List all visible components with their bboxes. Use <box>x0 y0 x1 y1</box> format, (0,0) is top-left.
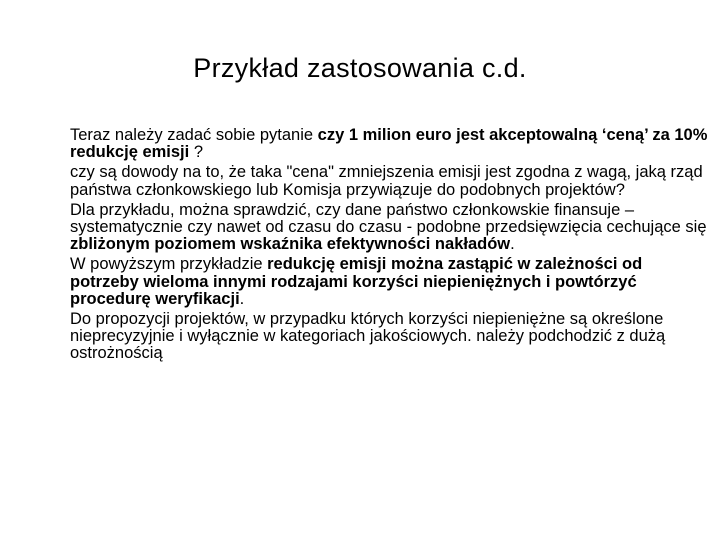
paragraph-5-text: Do propozycji projektów, w przypadku których korzyści niepieniężne są określone nieprecyzyjnie i wyłącznie w kategoriach jakościowych. należy podchodzić z dużą ostrożnością <box>70 310 666 363</box>
paragraph-4-text-1: W powyższym przykładzie <box>70 255 268 274</box>
paragraph-3-text-1: Dla przykładu, można sprawdzić, czy dane państwo członkowskie finansuje –systematycznie czy nawet od czasu do czasu - podobne przedsięwzięcia cechujące się <box>70 200 707 237</box>
paragraph-3-bold-phrase: zbliżonym poziomem wskaźnika efektywności nakładów <box>70 235 511 254</box>
paragraph-2 <box>70 164 710 198</box>
paragraph-4-text-2: . <box>239 289 245 308</box>
paragraph-1-text-2: ? <box>189 143 203 162</box>
paragraph-3-text-2: . <box>510 235 515 254</box>
slide-body <box>70 127 710 363</box>
paragraph-1 <box>70 127 710 161</box>
paragraph-1-text-1: Teraz należy zadać sobie pytanie <box>70 126 318 144</box>
paragraph-3 <box>70 202 710 254</box>
slide-title: Przykład zastosowania c.d. <box>193 53 527 83</box>
paragraph-4-bold-phrase: redukcję emisji można zastąpić w zależności od potrzeby wieloma innymi rodzajami korzyści niepieniężnych i powtórzyć procedurę weryfikacji <box>70 255 643 308</box>
paragraph-2-text: czy są dowody na to, że taka "cena" zmniejszenia emisji jest zgodna z wagą, jaką rząd państwa członkowskiego lub Komisja przywiązuje do podobnych projektów? <box>70 163 703 199</box>
paragraph-5 <box>70 311 710 363</box>
paragraph-1-bold-question: czy 1 milion euro jest akceptowalną ‘ceną’ za 10% redukcję emisji <box>70 126 708 162</box>
paragraph-4 <box>70 256 710 308</box>
